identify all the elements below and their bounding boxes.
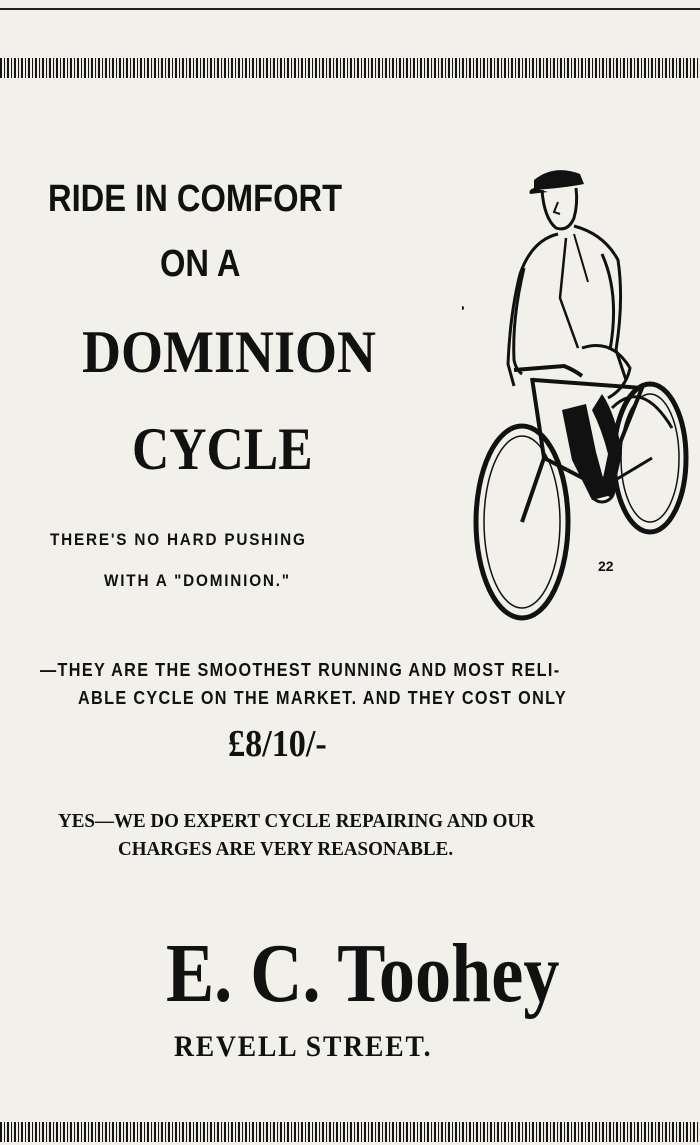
headline-ride-in-comfort: RIDE IN COMFORT: [48, 178, 343, 220]
tagline-line-2: WITH A "DOMINION.": [104, 571, 291, 590]
body-line-1: —THEY ARE THE SMOOTHEST RUNNING AND MOST RELI-: [40, 660, 561, 680]
headline-dominion: DOMINION: [82, 319, 377, 385]
firm-name: E. C. Toohey: [166, 927, 560, 1020]
repair-line-1: YES—WE DO EXPERT CYCLE REPAIRING AND OUR: [58, 810, 535, 832]
body-line-2: ABLE CYCLE ON THE MARKET. AND THEY COST ONLY: [78, 688, 568, 708]
repair-line-2: CHARGES ARE VERY REASONABLE.: [118, 838, 454, 860]
headline-cycle: CYCLE: [132, 416, 313, 482]
bottom-ornamental-rule: [0, 1122, 700, 1142]
price: £8/10/-: [228, 723, 327, 765]
top-border-line: [0, 0, 700, 10]
headline-on-a: ON A: [160, 243, 241, 285]
cyclist-illustration-icon: [462, 158, 694, 628]
top-ornamental-rule: [0, 58, 700, 78]
tagline-line-1: THERE'S NO HARD PUSHING: [50, 530, 307, 549]
street-address: REVELL STREET.: [174, 1030, 433, 1063]
artist-mark: 22: [598, 558, 614, 574]
